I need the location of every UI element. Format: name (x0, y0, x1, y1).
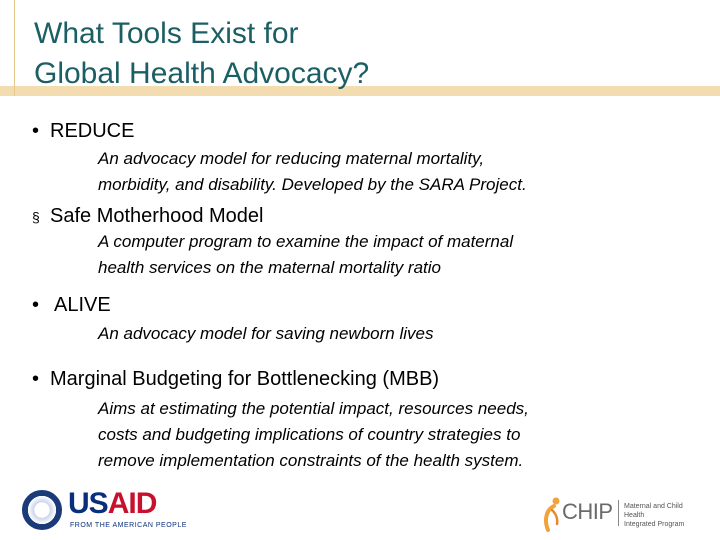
bullet-marker: § (32, 209, 40, 225)
bullet-marker: • (32, 120, 40, 142)
description-line: health services on the maternal mortality ratio (98, 258, 441, 277)
title-area (0, 0, 720, 96)
usaid-logo-us: US (68, 487, 108, 520)
bullet-item-mbb (32, 367, 439, 391)
chip-logo-divider (618, 500, 619, 526)
bullet-item-label: ALIVE (54, 294, 111, 316)
bullet-item-description (98, 229, 698, 281)
title-line-1: What Tools Exist for (34, 17, 299, 50)
chip-logo (540, 494, 700, 534)
bullet-item-alive (32, 293, 111, 317)
bullet-item-label: Safe Motherhood Model (50, 205, 264, 227)
description-line: costs and budgeting implications of country strategies to (98, 425, 521, 444)
bullet-item-reduce (32, 119, 134, 143)
bullet-item-label: REDUCE (50, 120, 135, 142)
footer (0, 486, 720, 540)
usaid-logo (68, 488, 156, 520)
bullet-item-safe-motherhood-model (32, 204, 263, 229)
bullet-marker: • (32, 368, 40, 390)
bullet-item-label: Marginal Budgeting for Bottlenecking (MBB) (50, 368, 440, 390)
description-line: remove implementation constraints of the health system. (98, 451, 524, 470)
usaid-tagline: FROM THE AMERICAN PEOPLE (70, 522, 187, 529)
usaid-seal-icon (22, 490, 62, 530)
description-line: morbidity, and disability. Developed by the SARA Project. (98, 175, 527, 194)
bullet-item-description (98, 321, 698, 347)
description-line: An advocacy model for saving newborn lives (98, 324, 434, 343)
page-title (34, 14, 369, 94)
description-line: A computer program to examine the impact of maternal (98, 232, 514, 251)
chip-figure-icon (540, 496, 564, 532)
chip-logo-word: CHIP (562, 499, 613, 524)
bullet-marker: • (32, 294, 40, 316)
usaid-logo-aid: AID (107, 487, 157, 520)
chip-tagline: Maternal and Child Health Integrated Program (624, 503, 685, 528)
bullet-item-description (98, 396, 698, 474)
description-line: Aims at estimating the potential impact, resources needs, (98, 399, 529, 418)
bullet-item-description (98, 146, 698, 198)
description-line: An advocacy model for reducing maternal mortality, (98, 149, 485, 168)
title-line-2: Global Health Advocacy? (34, 57, 370, 90)
